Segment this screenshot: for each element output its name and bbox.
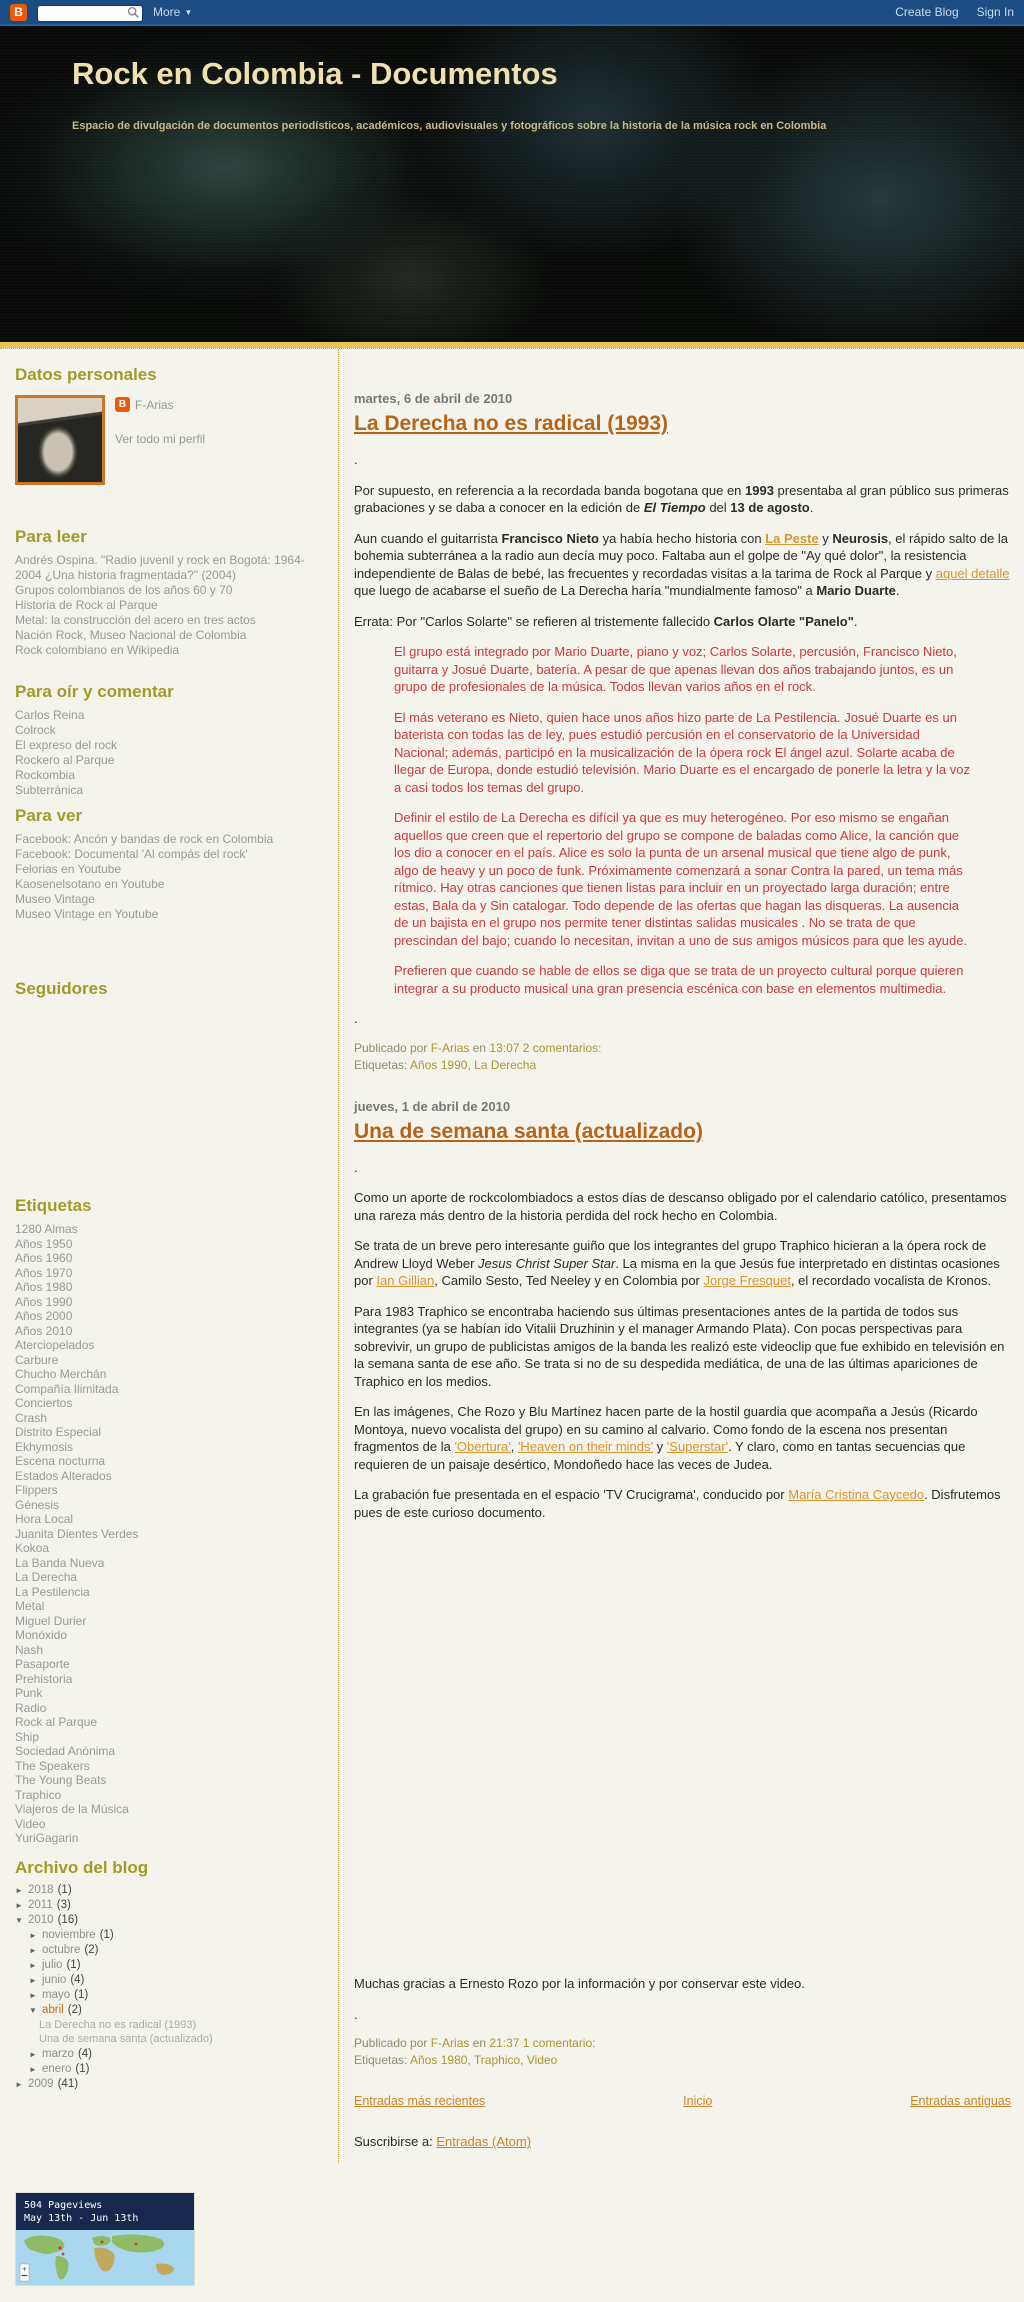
inline-link[interactable]: 'Superstar': [666, 1439, 729, 1454]
inline-link[interactable]: 'Heaven on their minds': [517, 1439, 653, 1454]
avatar[interactable]: [15, 395, 105, 485]
para-oir-link[interactable]: Carlos Reina: [15, 708, 85, 722]
archive-row: [15, 2062, 330, 2077]
tag-link[interactable]: YuriGagarin: [15, 1831, 79, 1845]
archive-collapse-icon[interactable]: ▼: [15, 1915, 23, 1925]
tag-link[interactable]: Años 1990: [15, 1294, 73, 1309]
para-leer-heading: Para leer: [15, 527, 87, 546]
post-blockquote-paragraph: El grupo está integrado por Mario Duarte, piano y voz; Carlos Solarte, percusión, Francisco Nieto, guitarra y Josué Duarte, batería. A pesar de que apenas llevan dos años trabajando juntos, es un grupo de profesionales de la música. Todos llevan varios años en el rock.: [394, 644, 957, 694]
subscribe-label: Suscribirse a:: [354, 2134, 437, 2149]
archive-row: [15, 2077, 330, 2092]
more-menu-label: More: [153, 5, 181, 19]
tag-link[interactable]: Traphico: [15, 1787, 62, 1802]
etiquetas-heading: Etiquetas: [15, 1196, 92, 1215]
post-closing: [354, 1975, 1011, 2023]
inline-link[interactable]: 1 comentario:: [522, 2036, 596, 2050]
archive-row: [15, 1988, 330, 2003]
page-title: Rock en Colombia - Documentos: [72, 56, 558, 91]
inline-link[interactable]: Jorge Fresquet: [703, 1273, 791, 1288]
post-paragraph: Se trata de un breve pero interesante guiño que los integrantes del grupo Traphico hicieran a la ópera rock de Andrew Lloyd Weber Jesus Christ Super Star. La misma en la que Jesús fue interpretado en distintas ocasiones por Ian Gillian, Camilo Sesto, Ted Neeley y en Colombia por Jorge Fresquet, el recordado vocalista de Kronos.: [354, 1238, 1000, 1288]
archive-post-link[interactable]: La Derecha no es radical (1993): [39, 2018, 197, 2031]
archive-period-link[interactable]: octubre: [42, 1943, 81, 1956]
archive-count: (41): [57, 2077, 79, 2090]
tag-link[interactable]: Viajeros de la Música: [15, 1802, 129, 1816]
tag-link[interactable]: Años 2010: [15, 1323, 73, 1338]
post-date: martes, 6 de abril de 2010: [354, 391, 513, 406]
post-blockquote-paragraph: Definir el estilo de La Derecha es difícil ya que es muy heterogéneo. Por eso mismo se engañan aquellos que creen que el repertorio del grupo se compone de baladas como Alice, la canción que los dio a conocer en el país. Alice es solo la punta de un arsenal musical que tiene algo de punk, algo de heavy y un poco de funk. Próximamente comenzará a sonar Contra la pared, un tema más rítmico. Hay otras canciones que tienen listas para incluir en un proyectado larga duración; entre estas, Bala da y Sin catalogar. Todo depende de las ofertas que hagan las disqueras. La ausencia de un bajista en el grupo nos permite tener distintas salidas musicales . No se trata de que prescindan del bajo; cuando lo necesitan, invitan a uno de sus amigos músicos para que les ayude.: [394, 810, 968, 948]
post-body: [354, 1159, 1011, 1522]
seguidores-heading: Seguidores: [15, 979, 108, 998]
archive-expand-icon[interactable]: ►: [29, 1945, 37, 1955]
tag-link[interactable]: Años 1960: [15, 1251, 73, 1265]
older-posts-link[interactable]: Entradas antiguas: [910, 2094, 1011, 2108]
post-paragraph: .: [354, 1011, 358, 1026]
para-ver-link[interactable]: Museo Vintage en Youtube: [15, 907, 159, 921]
tag-link[interactable]: La Banda Nueva: [15, 1555, 105, 1570]
more-menu[interactable]: [153, 5, 192, 19]
blog-subtitle: Espacio de divulgación de documentos periodísticos, académicos, audiovisuales y fotográficos sobre la historia de la música rock en Colombia: [72, 120, 827, 132]
para-leer-link[interactable]: Andrés Ospina. "Radio juvenil y rock en Bogotá: 1964-2004 ¿Una historia fragmentada?" (2004): [15, 553, 305, 582]
archive-post-link[interactable]: Una de semana santa (actualizado): [39, 2033, 213, 2045]
archive-row: [15, 1958, 330, 1973]
tag-link[interactable]: Distrito Especial: [15, 1425, 102, 1439]
archive-period-link[interactable]: junio: [42, 1973, 67, 1986]
archive-period-link[interactable]: abril: [42, 2003, 64, 2016]
archive-row: [15, 2003, 330, 2018]
post-paragraph: .: [354, 1159, 358, 1175]
archive-row: [15, 1913, 330, 1928]
main-column: [338, 349, 1024, 2163]
inline-link[interactable]: Años 1980: [410, 2053, 468, 2067]
archive-count: (4): [70, 1973, 85, 1986]
para-leer-link[interactable]: Historia de Rock al Parque: [15, 598, 158, 612]
pageviews-count: 504 Pageviews: [24, 2199, 103, 2211]
tag-link[interactable]: Video: [15, 1816, 46, 1831]
archive-expand-icon[interactable]: ►: [15, 2079, 23, 2089]
post-meta: Publicado por F-Arias en 21:37 1 comentario:: [354, 2036, 596, 2050]
tag-link[interactable]: Sociedad Anónima: [15, 1744, 116, 1758]
post-paragraph: Muchas gracias a Ernesto Rozo por la información y por conservar este video.: [354, 1976, 805, 1991]
archive-row: [15, 1883, 330, 1898]
tag-link[interactable]: Rock al Parque: [15, 1715, 98, 1729]
create-blog-link[interactable]: Create Blog: [895, 5, 959, 19]
post-paragraph: La grabación fue presentada en el espacio 'TV Crucigrama', conducido por María Cristina Caycedo. Disfrutemos pues de este curioso documento.: [354, 1487, 1001, 1520]
blogger-profile-icon: B: [115, 397, 130, 412]
archive-period-link[interactable]: mayo: [42, 1988, 71, 2001]
archive-row: [15, 1898, 330, 1913]
inline-link[interactable]: Años 1990: [410, 1057, 468, 1072]
para-oir-link[interactable]: Subterránica: [15, 783, 84, 797]
tag-link[interactable]: Nash: [15, 1642, 44, 1657]
archive-expand-icon[interactable]: ►: [29, 1975, 37, 1985]
archive-count: (2): [84, 1943, 99, 1956]
blog-pager: [354, 2094, 1011, 2108]
para-ver-link[interactable]: Kaosenelsotano en Youtube: [15, 877, 165, 891]
tag-link[interactable]: Carbure: [15, 1352, 59, 1367]
archive-count: (3): [56, 1898, 71, 1911]
para-ver-list: [15, 832, 330, 922]
video-embed-area[interactable]: [354, 1534, 1011, 1962]
post-paragraph: Aun cuando el guitarrista Francisco Nieto ya había hecho historia con La Peste y Neurosis, el rápido salto de la bohemia subterránea a la radio aun decía muy poco. Faltaba aun el golpe de "Ay qué dolor", la resistencia independiente de Balas de bebé, las frecuentes y recordadas visitas a la tarima de Rock al Parque y aquel detalle que luego de acabarse el sueño de La Derecha haría "mundialmente famoso" a Mario Duarte.: [354, 530, 1010, 598]
post-paragraph: En las imágenes, Che Rozo y Blu Martínez hacen parte de la hostil guardia que acompaña a Jesús (Ricardo Montoya, nuevo vocalista del grupo) en su camino al calvario. Como fondo de la escena nos presentan fragmentos de la 'Obertura', 'Heaven on their minds' y 'Superstar'. Y claro, como en tantas secuencias que requieren de un paisaje desértico, Mondoñedo hace las veces de Judea.: [354, 1404, 978, 1472]
tag-link[interactable]: Génesis: [15, 1497, 60, 1512]
view-profile-link[interactable]: Ver todo mi perfil: [115, 432, 206, 446]
post-date: jueves, 1 de abril de 2010: [354, 1098, 511, 1114]
archive-row: [15, 2018, 330, 2033]
world-map[interactable]: [16, 2230, 194, 2285]
tag-link[interactable]: Metal: [15, 1599, 45, 1613]
tag-link[interactable]: Años 1980: [15, 1280, 73, 1294]
sidebar: [0, 349, 338, 2286]
inline-link[interactable]: 'Obertura': [454, 1439, 511, 1454]
para-oir-link[interactable]: Rockero al Parque: [15, 753, 115, 767]
tag-link[interactable]: Monóxido: [15, 1628, 68, 1642]
archive-count: (2): [67, 2003, 82, 2016]
profile-name-link[interactable]: F-Arias: [135, 397, 174, 412]
archive-period-link[interactable]: julio: [42, 1958, 63, 1971]
tag-link[interactable]: Años 1970: [15, 1265, 73, 1280]
tag-link[interactable]: Miguel Durier: [15, 1613, 87, 1628]
tag-link[interactable]: Pasaporte: [15, 1657, 70, 1671]
inline-link[interactable]: 13:07: [489, 1040, 520, 1055]
archive-count: (16): [57, 1913, 79, 1926]
blog-archive-tree: [15, 1883, 330, 2092]
para-ver-heading: Para ver: [15, 806, 83, 825]
tag-link[interactable]: The Young Beats: [15, 1773, 107, 1787]
archive-collapse-icon[interactable]: ▼: [29, 2005, 37, 2015]
archive-row: [15, 1943, 330, 1958]
tag-link[interactable]: La Derecha: [15, 1570, 78, 1584]
post-labels: Etiquetas: Años 1980, Traphico, Video: [354, 2053, 558, 2067]
inline-link[interactable]: F-Arias: [430, 1040, 470, 1055]
post-title-link[interactable]: La Derecha no es radical (1993): [354, 412, 668, 435]
para-leer-link[interactable]: Rock colombiano en Wikipedia: [15, 643, 180, 657]
inline-link[interactable]: aquel detalle: [935, 565, 1010, 581]
archive-period-link[interactable]: 2010: [28, 1913, 54, 1926]
post-labels: Etiquetas: Años 1990, La Derecha: [354, 1057, 537, 1072]
blog-header: [0, 26, 1024, 342]
para-ver-link[interactable]: Facebook: Ancón y bandas de rock en Colombia: [15, 832, 274, 846]
tag-link[interactable]: Chucho Merchán: [15, 1367, 107, 1381]
post-title-link[interactable]: Una de semana santa (actualizado): [354, 1119, 703, 1143]
archive-count: (4): [77, 2047, 93, 2060]
tag-link[interactable]: Punk: [15, 1686, 43, 1700]
archive-count: (1): [74, 1988, 89, 2001]
post-blockquote-paragraph: Prefieren que cuando se hable de ellos se diga que se trata de un proyecto cultural porque quieren integrar a su producto musical una gran presencia escénica con base en elementos multimedia.: [394, 963, 964, 996]
archive-period-link[interactable]: noviembre: [42, 1928, 96, 1941]
post-paragraph: Errata: Por "Carlos Solarte" se refieren al tristemente fallecido Carlos Olarte "Panelo".: [354, 613, 858, 629]
tag-link[interactable]: Ship: [15, 1729, 40, 1744]
archive-count: (1): [99, 1928, 114, 1941]
newer-posts-link[interactable]: Entradas más recientes: [354, 2094, 486, 2108]
archive-expand-icon[interactable]: ►: [15, 1900, 23, 1910]
post-body: [354, 451, 1011, 1028]
tag-link[interactable]: Crash: [15, 1410, 48, 1425]
tag-link[interactable]: Compañía Ilimitada: [15, 1381, 119, 1396]
tag-link[interactable]: Kokoa: [15, 1541, 50, 1555]
para-oir-link[interactable]: El expreso del rock: [15, 738, 118, 752]
archive-row: [15, 1928, 330, 1943]
inline-link[interactable]: Traphico: [473, 2053, 521, 2067]
archive-expand-icon[interactable]: ►: [29, 1990, 37, 2000]
archive-period-link[interactable]: enero: [42, 2062, 72, 2075]
post-blockquote-paragraph: El más veterano es Nieto, quien hace unos años hizo parte de La Pestilencia. Josué Duarte es un baterista con todas las de ley, pues estudió percusión en el conservatorio de la Universidad Nacional; además, participó en la musicalización de la ópera rock El ángel azul. Solarte acaba de llegar de Europa, donde estudió televisión. Mario Duarte es el encargado de ponerle la letra y la voz a casi todos los temas del grupo.: [394, 709, 970, 795]
inline-link[interactable]: 21:37: [489, 2036, 520, 2050]
para-oir-link[interactable]: Rockombia: [15, 768, 76, 782]
post-paragraph: Para 1983 Traphico se encontraba haciendo sus últimas presentaciones antes de la partida de todos sus integrantes (ya se habían ido Vitalii Druzhinin y el manager Armando Plata). Con pocas perspectivas para sobrevivir, un grupo de publicistas amigos de la banda les realizó este videoclip que fue exhibido en televisión en la semana santa de ese año. Se trata si no de su despedida mediática, de una de las últimas apariciones de Traphico en los medios.: [354, 1303, 1005, 1389]
archive-expand-icon[interactable]: ►: [29, 2064, 37, 2074]
para-leer-link[interactable]: Metal: la construcción del acero en tres actos: [15, 613, 256, 627]
archive-row: [15, 2032, 330, 2047]
para-oir-link[interactable]: Colrock: [15, 723, 56, 737]
blogger-navbar: [0, 0, 1024, 26]
search-icon[interactable]: [127, 6, 140, 24]
etiquetas-list: [15, 1222, 330, 1846]
para-ver-link[interactable]: Facebook: Documental 'Al compás del rock': [15, 847, 248, 861]
pageviews-range: May 13th - Jun 13th: [24, 2212, 139, 2224]
tag-link[interactable]: Flippers: [15, 1483, 58, 1497]
archive-expand-icon[interactable]: ►: [29, 2049, 37, 2059]
inline-link[interactable]: F-Arias: [430, 2036, 470, 2050]
tag-link[interactable]: Aterciopelados: [15, 1338, 95, 1352]
tag-link[interactable]: Ekhymosis: [15, 1439, 74, 1454]
archive-period-link[interactable]: 2011: [28, 1898, 53, 1911]
tag-link[interactable]: Hora Local: [15, 1512, 74, 1526]
tag-link[interactable]: 1280 Almas: [15, 1222, 78, 1236]
chevron-down-icon: ▼: [184, 7, 193, 17]
para-leer-link[interactable]: Grupos colombianos de los años 60 y 70: [15, 583, 233, 597]
map-zoom-in-button: +: [22, 2264, 27, 2273]
post-1: [354, 391, 1011, 1073]
post-paragraph: .: [354, 452, 358, 467]
post-paragraph: Como un aporte de rockcolombiadocs a estos días de descanso obligado por el calendario católico, presentamos una rareza más dentro de la historia perdida del rock hecho en Colombia.: [354, 1190, 1007, 1223]
archive-expand-icon[interactable]: ►: [29, 1960, 37, 1970]
post-paragraph: Por supuesto, en referencia a la recordada banda bogotana que en 1993 presentaba al gran público sus primeras grabaciones y se daba a conocer en la edición de El Tiempo del 13 de agosto.: [354, 482, 1009, 515]
archive-expand-icon[interactable]: ►: [29, 1930, 37, 1940]
tag-link[interactable]: La Pestilencia: [15, 1584, 90, 1599]
archive-count: (1): [66, 1958, 81, 1971]
home-link[interactable]: Inicio: [683, 2094, 713, 2108]
inline-link[interactable]: Video: [526, 2053, 558, 2067]
pageviews-widget: [15, 2192, 195, 2286]
blogger-logo-icon[interactable]: B: [10, 4, 27, 21]
subscribe-row: [354, 2134, 1011, 2149]
tag-link[interactable]: Conciertos: [15, 1396, 73, 1410]
tag-link[interactable]: Radio: [15, 1700, 47, 1715]
archive-period-link[interactable]: 2009: [28, 2077, 54, 2090]
archive-count: (1): [75, 2062, 90, 2075]
tag-link[interactable]: Años 2000: [15, 1309, 73, 1323]
post-meta: Publicado por F-Arias en 13:07 2 comentarios:: [354, 1040, 602, 1055]
subscribe-atom-link[interactable]: Entradas (Atom): [436, 2134, 532, 2149]
archive-expand-icon[interactable]: ►: [15, 1885, 23, 1895]
post-2: [354, 1099, 1011, 2069]
para-ver-link[interactable]: Museo Vintage: [15, 892, 95, 906]
tag-link[interactable]: The Speakers: [15, 1758, 90, 1773]
para-oir-list: [15, 708, 330, 798]
archive-count: (1): [57, 1883, 72, 1896]
archive-period-link[interactable]: 2018: [28, 1883, 54, 1896]
inline-link[interactable]: Ian Gillian: [376, 1273, 435, 1288]
post-paragraph: .: [354, 2006, 358, 2022]
archivo-heading: Archivo del blog: [15, 1857, 149, 1877]
tag-link[interactable]: Años 1950: [15, 1236, 73, 1251]
archive-row: [15, 1973, 330, 1988]
tag-link[interactable]: Prehistoria: [15, 1671, 73, 1686]
sign-in-link[interactable]: Sign In: [976, 5, 1014, 19]
tag-link[interactable]: Estados Alterados: [15, 1468, 112, 1483]
para-ver-link[interactable]: Felorias en Youtube: [15, 862, 122, 876]
inline-link[interactable]: 2 comentarios:: [522, 1040, 602, 1055]
para-leer-list: [15, 553, 330, 658]
para-oir-heading: Para oír y comentar: [15, 682, 174, 701]
para-leer-link[interactable]: Nación Rock, Museo Nacional de Colombia: [15, 628, 247, 642]
inline-link[interactable]: María Cristina Caycedo: [788, 1487, 925, 1502]
archive-row: [15, 2047, 330, 2062]
tag-link[interactable]: Juanita Dientes Verdes: [15, 1526, 139, 1541]
inline-link[interactable]: La Peste: [765, 530, 819, 546]
profile-heading: Datos personales: [15, 365, 157, 384]
archive-period-link[interactable]: marzo: [42, 2047, 74, 2060]
inline-link[interactable]: La Derecha: [474, 1057, 537, 1072]
tag-link[interactable]: Escena nocturna: [15, 1454, 106, 1468]
